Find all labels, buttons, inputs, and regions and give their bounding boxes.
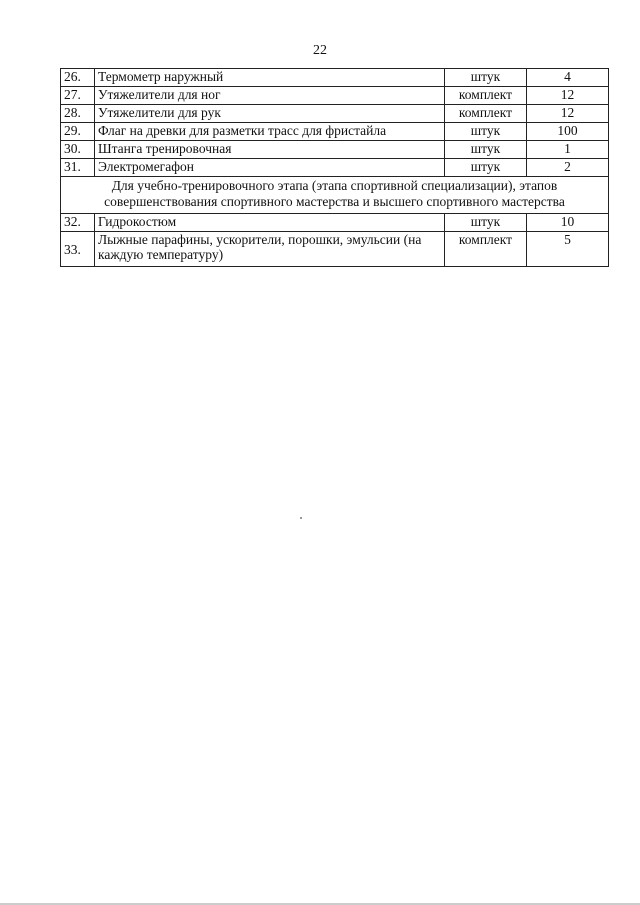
row-number: 28.	[61, 105, 95, 123]
equipment-table	[60, 68, 609, 267]
quantity: 4	[527, 69, 609, 87]
page-number: 22	[313, 43, 327, 58]
item-name: Утяжелители для рук	[95, 105, 445, 123]
item-name: Термометр наружный	[95, 69, 445, 87]
quantity: 5	[527, 232, 609, 267]
quantity: 1	[527, 141, 609, 159]
row-number: 31.	[61, 159, 95, 177]
scan-speck	[300, 517, 302, 519]
unit-of-measure: штук	[445, 214, 527, 232]
quantity: 10	[527, 214, 609, 232]
table-row	[61, 123, 609, 141]
row-number: 33.	[61, 232, 95, 267]
table-row	[61, 232, 609, 267]
unit-of-measure: комплект	[445, 105, 527, 123]
item-name: Утяжелители для ног	[95, 87, 445, 105]
item-name: Штанга тренировочная	[95, 141, 445, 159]
quantity: 12	[527, 105, 609, 123]
table-row	[61, 214, 609, 232]
item-name: Лыжные парафины, ускорители, порошки, эмульсии (на каждую температуру)	[95, 232, 445, 267]
unit-of-measure: штук	[445, 123, 527, 141]
table-row	[61, 87, 609, 105]
item-name: Гидрокостюм	[95, 214, 445, 232]
row-number: 26.	[61, 69, 95, 87]
table-row	[61, 141, 609, 159]
table-row	[61, 159, 609, 177]
unit-of-measure: комплект	[445, 87, 527, 105]
row-number: 27.	[61, 87, 95, 105]
table-row	[61, 105, 609, 123]
unit-of-measure: штук	[445, 69, 527, 87]
item-name: Электромегафон	[95, 159, 445, 177]
row-number: 32.	[61, 214, 95, 232]
item-name: Флаг на древки для разметки трасс для фристайла	[95, 123, 445, 141]
quantity: 12	[527, 87, 609, 105]
section-heading: Для учебно-тренировочного этапа (этапа спортивной специализации), этапов совершенствования спортивного мастерства и высшего спортивного мастерства	[61, 177, 609, 214]
row-number: 30.	[61, 141, 95, 159]
section-heading-row	[61, 177, 609, 214]
row-number: 29.	[61, 123, 95, 141]
quantity: 2	[527, 159, 609, 177]
unit-of-measure: комплект	[445, 232, 527, 267]
table-row	[61, 69, 609, 87]
quantity: 100	[527, 123, 609, 141]
unit-of-measure: штук	[445, 159, 527, 177]
unit-of-measure: штук	[445, 141, 527, 159]
